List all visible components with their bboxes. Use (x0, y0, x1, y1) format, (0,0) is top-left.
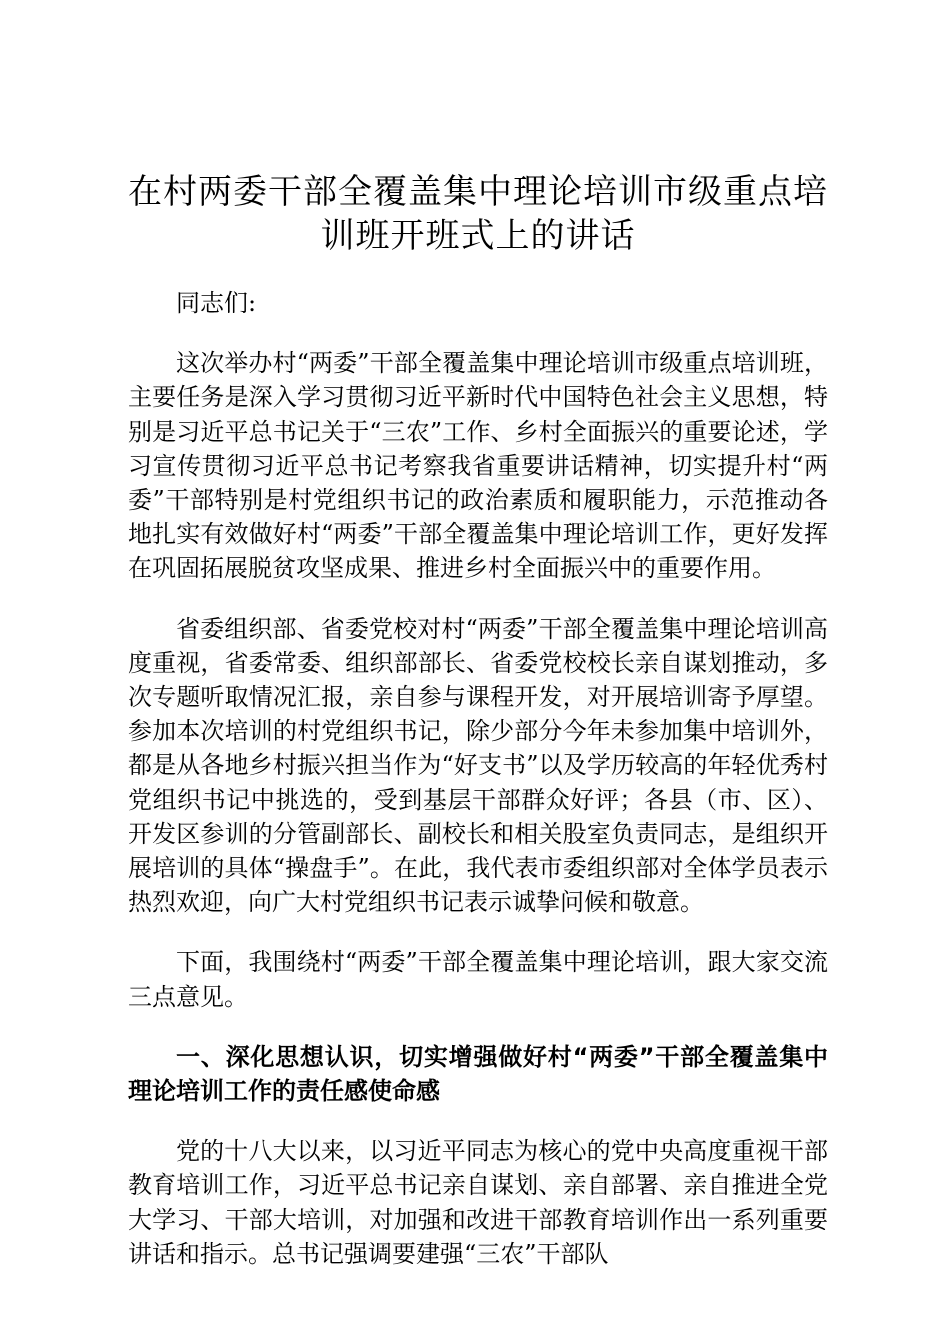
salutation: 同志们: (176, 289, 257, 317)
paragraph-2: 省委组织部、省委党校对村“两委”干部全覆盖集中理论培训高度重视，省委常委、组织部部长、省委党校校长亲自谋划推动，多次专题听取情况汇报，亲自参与课程开发，对开展培训寄予厚望。参加本次培训的村党组织书记，除少部分今年未参加集中培训外，都是从各地乡村振兴担当作为“好支书”以及学历较高的年轻优秀村党组织书记中挑选的，受到基层干部群众好评；各县（市、区）、开发区参训的分管副部长、副校长和相关股室负责同志，是组织开展培训的具体“操盘手”。在此，我代表市委组织部对全体学员表示热烈欢迎，向广大村党组织书记表示诚挚问候和敬意。 (128, 614, 828, 917)
section-paragraph: 党的十八大以来，以习近平同志为核心的党中央高度重视干部教育培训工作，习近平总书记亲自谋划、亲自部署、亲自推进全党大学习、干部大培训，对加强和改进干部教育培训作出一系列重要讲话和指示。总书记强调要建强“三农”干部队 (128, 1137, 828, 1268)
paragraph-3: 下面，我围绕村“两委”干部全覆盖集中理论培训，跟大家交流三点意见。 (128, 948, 828, 1011)
paragraph-1: 这次举办村“两委”干部全覆盖集中理论培训市级重点培训班，主要任务是深入学习贯彻习近平新时代中国特色社会主义思想，特别是习近平总书记关于“三农”工作、乡村全面振兴的重要论述，学习宣传贯彻习近平总书记考察我省重要讲话精神，切实提升村“两委”干部特别是村党组织书记的政治素质和履职能力，示范推动各地扎实有效做好村“两委”干部全覆盖集中理论培训工作，更好发挥在巩固拓展脱贫攻坚成果、推进乡村全面振兴中的重要作用。 (128, 349, 828, 583)
section-heading: 一、深化思想认识，切实增强做好村“两委”干部全覆盖集中理论培训工作的责任感使命感 (128, 1042, 828, 1106)
document-page (128, 170, 828, 1271)
document-title: 在村两委干部全覆盖集中理论培训市级重点培训班开班式上的讲话 (128, 172, 828, 256)
